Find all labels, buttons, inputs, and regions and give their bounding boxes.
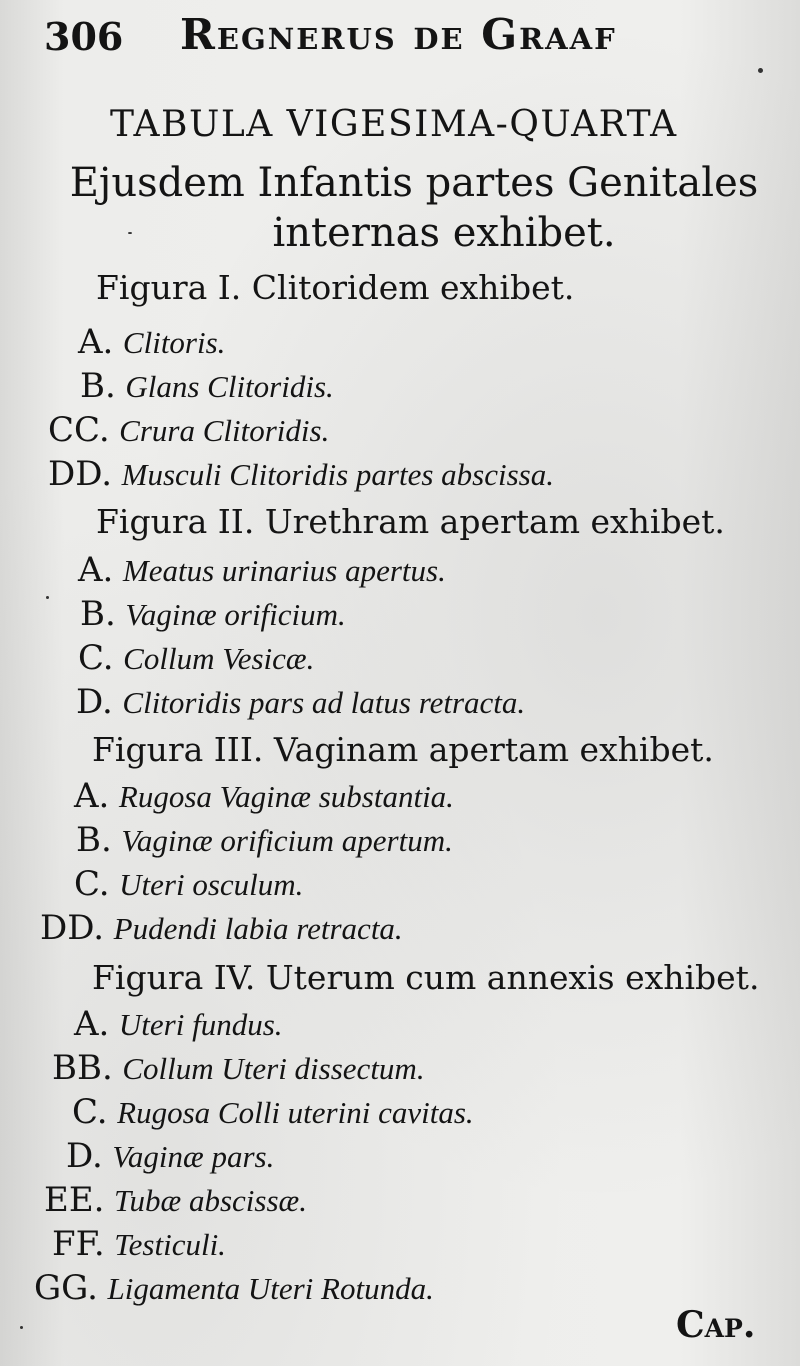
catchword: Cap.: [676, 1304, 756, 1346]
legend-item: [44, 1180, 307, 1220]
legend-letter: C.: [74, 864, 110, 904]
figure-3-heading: Figura III. Vaginam apertam exhibet.: [92, 730, 714, 769]
legend-item: [74, 776, 454, 816]
legend-item: [72, 1092, 474, 1132]
legend-letter: C.: [72, 1092, 108, 1132]
ink-speck: [758, 68, 763, 73]
legend-description: Ligamenta Uteri Rotunda.: [107, 1271, 434, 1306]
legend-letter: DD.: [40, 908, 105, 948]
legend-description: Tubæ abscissæ.: [114, 1183, 307, 1218]
legend-item: [76, 820, 453, 860]
legend-description: Glans Clitoridis.: [125, 369, 334, 404]
legend-letter: DD.: [48, 454, 113, 494]
legend-description: Crura Clitoridis.: [119, 413, 330, 448]
legend-letter: B.: [80, 366, 116, 406]
legend-letter: FF.: [52, 1224, 105, 1264]
legend-letter: A.: [78, 322, 114, 362]
legend-item: [74, 864, 303, 904]
legend-description: Rugosa Vaginæ substantia.: [118, 779, 454, 814]
legend-description: Pudendi labia retracta.: [113, 911, 403, 946]
ink-speck: [128, 232, 132, 234]
legend-letter: D.: [66, 1136, 103, 1176]
ink-speck: [20, 1326, 23, 1329]
running-title: Regnerus de Graaf: [180, 10, 617, 59]
legend-item: [76, 682, 525, 722]
legend-description: Uteri osculum.: [119, 867, 304, 902]
legend-description: Vaginæ orificium apertum.: [121, 823, 453, 858]
legend-item: [40, 908, 403, 948]
legend-letter: D.: [76, 682, 113, 722]
legend-letter: GG.: [34, 1268, 98, 1308]
figure-2-heading: Figura II. Urethram apertam exhibet.: [96, 502, 725, 541]
legend-letter: C.: [78, 638, 114, 678]
legend-letter: A.: [78, 550, 114, 590]
legend-description: Clitoris.: [122, 325, 226, 360]
legend-description: Vaginæ pars.: [112, 1139, 275, 1174]
legend-item: [48, 454, 554, 494]
legend-item: [78, 550, 446, 590]
plate-title: TABULA VIGESIMA-QUARTA: [110, 104, 678, 145]
legend-description: Testiculi.: [114, 1227, 226, 1262]
legend-item: [66, 1136, 274, 1176]
legend-description: Vaginæ orificium.: [125, 597, 346, 632]
legend-item: [74, 1004, 283, 1044]
legend-description: Rugosa Colli uterini cavitas.: [117, 1095, 474, 1130]
legend-letter: EE.: [44, 1180, 105, 1220]
legend-letter: CC.: [48, 410, 110, 450]
legend-description: Uteri fundus.: [118, 1007, 283, 1042]
figure-4-heading: Figura IV. Uterum cum annexis exhibet.: [92, 958, 760, 997]
legend-description: Meatus urinarius apertus.: [122, 553, 446, 588]
legend-item: [34, 1268, 434, 1308]
legend-letter: BB.: [52, 1048, 113, 1088]
legend-item: [48, 410, 329, 450]
ink-speck: [46, 596, 49, 599]
legend-item: [78, 322, 225, 362]
page-number: 306: [44, 14, 124, 59]
legend-description: Collum Vesicæ.: [123, 641, 315, 676]
running-head: [44, 10, 744, 62]
plate-subtitle: [44, 158, 784, 258]
legend-letter: A.: [74, 776, 110, 816]
legend-item: [80, 366, 334, 406]
legend-letter: A.: [74, 1004, 110, 1044]
legend-item: [52, 1048, 425, 1088]
legend-item: [52, 1224, 226, 1264]
subtitle-line-1: Ejusdem Infantis partes Genitales: [69, 160, 759, 206]
figure-1-heading: Figura I. Clitoridem exhibet.: [96, 268, 575, 307]
subtitle-line-2: internas exhibet.: [272, 210, 616, 256]
legend-description: Clitoridis pars ad latus retracta.: [122, 685, 526, 720]
legend-description: Musculi Clitoridis partes abscissa.: [121, 457, 554, 492]
legend-item: [80, 594, 346, 634]
legend-letter: B.: [76, 820, 112, 860]
legend-item: [78, 638, 314, 678]
legend-description: Collum Uteri dissectum.: [122, 1051, 425, 1086]
legend-letter: B.: [80, 594, 116, 634]
